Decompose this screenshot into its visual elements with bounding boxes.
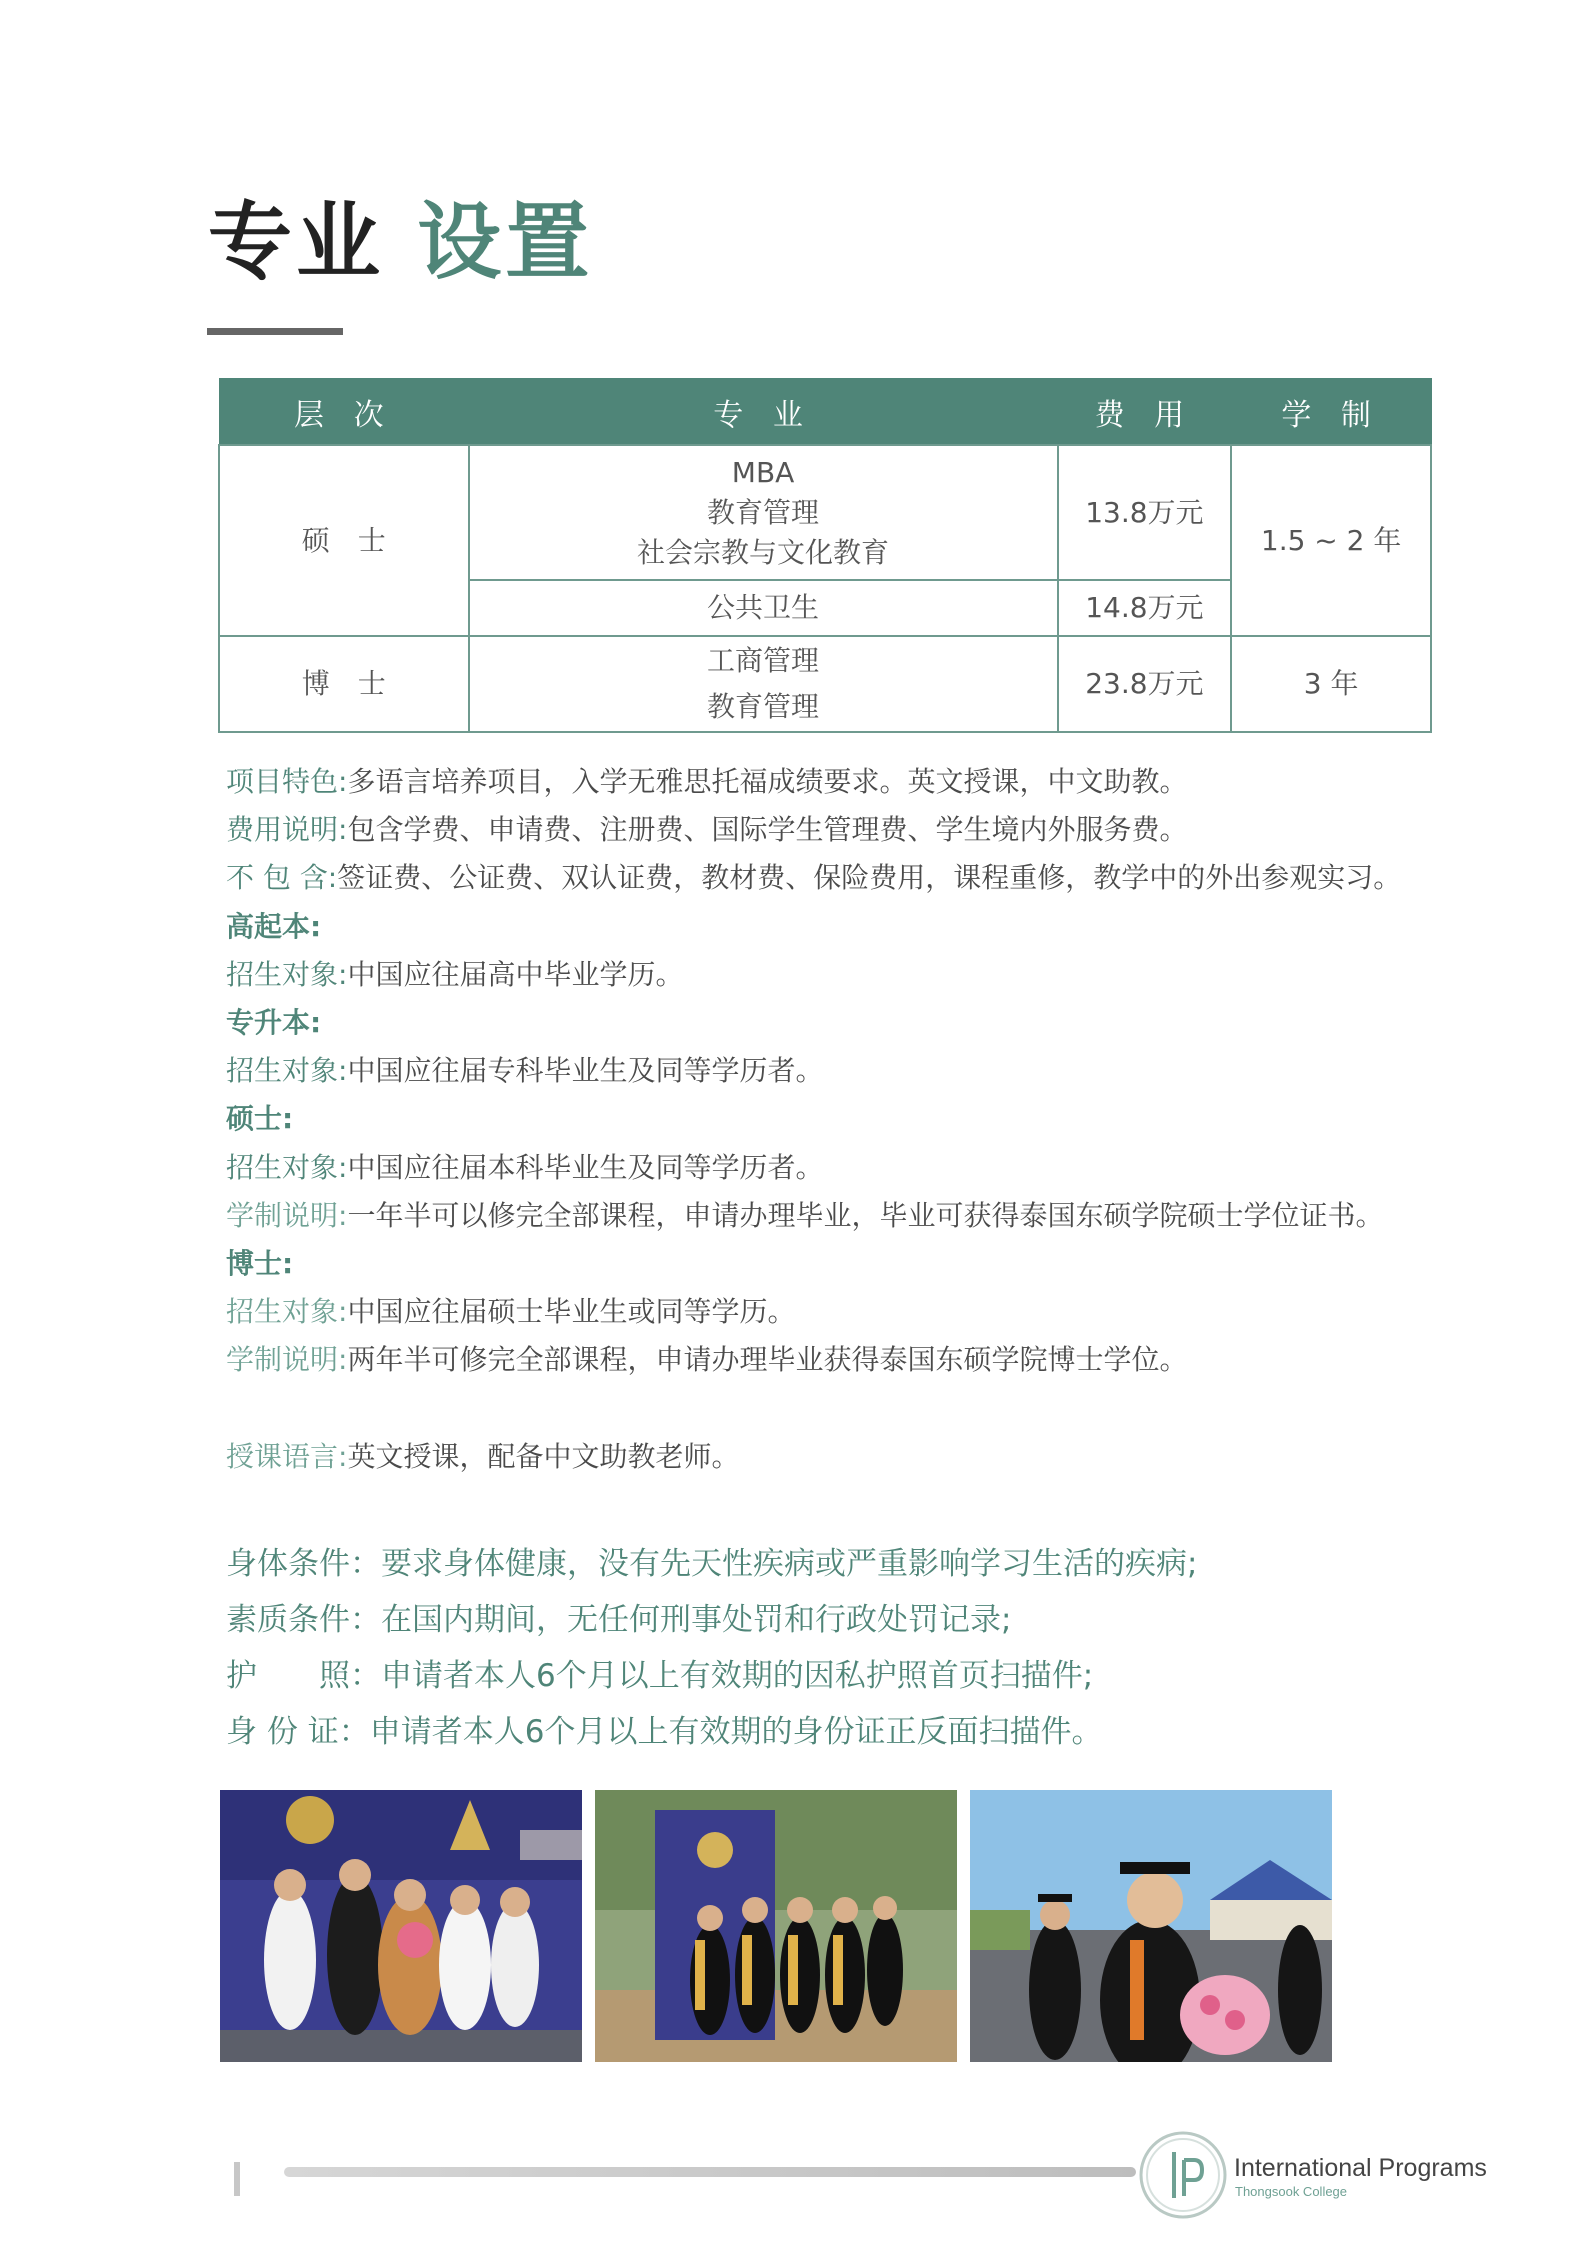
req-idcard: 身 份 证：申请者本人6个月以上有效期的身份证正反面扫描件。 — [226, 1714, 1103, 1750]
req-passport: 护 照：申请者本人6个月以上有效期的因私护照首页扫描件; — [226, 1658, 1094, 1694]
doctor-level: 博 士 — [219, 636, 469, 732]
info-phd-head: 博士: — [226, 1247, 294, 1281]
master-duration: 1.5 ~ 2 年 — [1231, 445, 1431, 636]
header-major: 专 业 — [469, 379, 1058, 446]
master-fee: 14.8万元 — [1058, 580, 1232, 636]
table-row — [219, 445, 1431, 580]
req-quality: 素质条件：在国内期间，无任何刑事处罚和行政处罚记录; — [226, 1602, 1012, 1638]
footer-divider — [284, 2167, 1136, 2177]
table-header-row — [219, 379, 1431, 446]
master-major: 教育管理 — [707, 495, 820, 529]
graduation-photo — [595, 1790, 957, 2062]
info-ms-target: 招生对象:中国应往届本科毕业生及同等学历者。 — [226, 1150, 824, 1184]
info-fees: 费用说明:包含学费、申请费、注册费、国际学生管理费、学生境内外服务费。 — [226, 813, 1188, 847]
header-level: 层 次 — [219, 379, 469, 446]
header-duration: 学 制 — [1231, 379, 1431, 446]
ip-logo-icon — [1138, 2130, 1228, 2220]
info-jc-target: 招生对象:中国应往届专科毕业生及同等学历者。 — [226, 1054, 824, 1088]
info-language: 授课语言:英文授课，配备中文助教老师。 — [226, 1439, 740, 1473]
graduation-photo — [970, 1790, 1332, 2062]
info-hs-target: 招生对象:中国应往届高中毕业学历。 — [226, 957, 684, 991]
header-fee: 费 用 — [1058, 379, 1232, 446]
doctor-fee: 23.8万元 — [1058, 636, 1232, 732]
info-phd-duration: 学制说明:两年半可修完全部课程，申请办理毕业获得泰国东硕学院博士学位。 — [226, 1343, 1188, 1377]
page-title-part1: 专业 — [208, 193, 385, 291]
logo-text: International Programs — [1234, 2154, 1487, 2182]
info-features: 项目特色:多语言培养项目，入学无雅思托福成绩要求。英文授课，中文助教。 — [226, 765, 1188, 798]
doctor-majors-cell — [469, 636, 1058, 732]
admission-requirements — [226, 1536, 1446, 1760]
page-title — [208, 193, 594, 291]
info-hs-head: 高起本: — [226, 909, 322, 943]
doctor-major: 教育管理 — [707, 690, 820, 723]
master-level: 硕 士 — [219, 445, 469, 636]
req-health: 身体条件：要求身体健康，没有先天性疾病或严重影响学习生活的疾病; — [226, 1546, 1198, 1582]
master-major: 公共卫生 — [469, 580, 1058, 636]
master-major: MBA — [731, 455, 795, 489]
info-ms-head: 硕士: — [226, 1102, 294, 1136]
info-excludes: 不 包 含:签证费、公证费、双认证费，教材费、保险费用，课程重修，教学中的外出参观实习。 — [226, 861, 1402, 895]
master-fee: 13.8万元 — [1058, 445, 1232, 580]
majors-table — [218, 378, 1432, 733]
master-major: 社会宗教与文化教育 — [637, 535, 890, 569]
page-title-part2: 设置 — [417, 193, 594, 291]
title-underline — [207, 328, 343, 335]
program-info — [226, 758, 1426, 1481]
spacer — [226, 1385, 1426, 1433]
footer-page-mark — [234, 2162, 240, 2196]
doctor-major: 工商管理 — [707, 644, 820, 677]
doctor-duration: 3 年 — [1231, 636, 1431, 732]
info-phd-target: 招生对象:中国应往届硕士毕业生或同等学历。 — [226, 1295, 796, 1329]
info-ms-duration: 学制说明:一年半可以修完全部课程，申请办理毕业，毕业可获得泰国东硕学院硕士学位证书。 — [226, 1198, 1384, 1232]
master-majors-cell — [469, 445, 1058, 580]
graduation-photo — [220, 1790, 582, 2062]
logo-subtitle: Thongsook College — [1235, 2184, 1348, 2199]
table-row — [219, 636, 1431, 732]
info-jc-head: 专升本: — [226, 1006, 322, 1040]
